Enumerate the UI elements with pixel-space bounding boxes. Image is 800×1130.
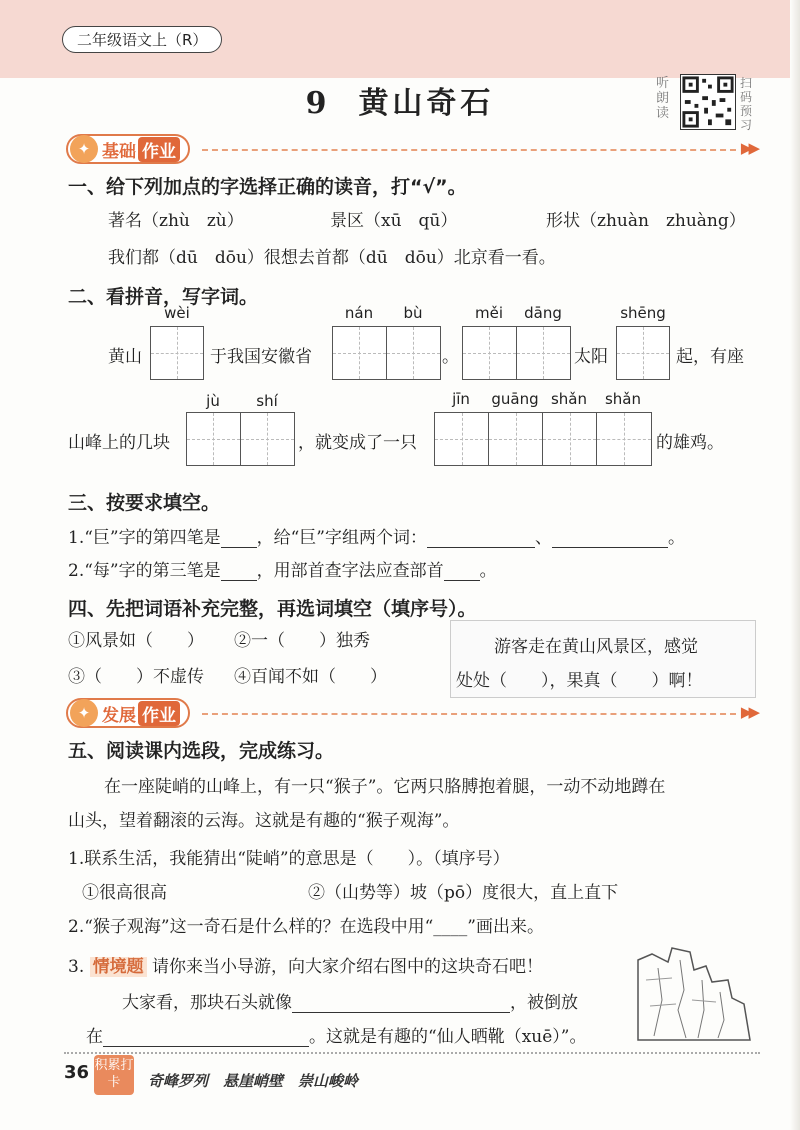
q3-item-2-end: 。 [479, 561, 497, 581]
section-basic-label: 基础 [102, 141, 136, 162]
q3-item-1 [68, 523, 685, 548]
q5-option-2: ②（山势等）坡（pō）度很大，直上直下 [308, 883, 619, 903]
q5-fill-2-pre: 在 [86, 1027, 103, 1047]
footer-vocab: 奇峰罗列 悬崖峭壁 崇山峻岭 [148, 1072, 359, 1090]
double-chevron-icon: ▶▶ [740, 703, 756, 721]
section-develop-pill [66, 698, 190, 728]
writing-grid-3[interactable] [462, 326, 571, 380]
section-basic [66, 134, 756, 164]
listen-label: 听朗读 [656, 76, 670, 121]
q2-text-jiubian: ，就变成了一只 [298, 433, 417, 453]
q1-item-2: 景区（xū qū） [330, 211, 458, 231]
pinyin-sheng: shēng [620, 304, 666, 322]
scenario-tag: 情境题 [90, 957, 147, 977]
q2-title: 二、看拼音，写字词。 [68, 286, 259, 308]
q4-sentence-line-1: 游客走在黄山风景区，感觉 [494, 637, 698, 657]
section-basic-pill [66, 134, 190, 164]
q3-blank-3[interactable] [552, 530, 668, 548]
pinyin-jin: jīn [452, 390, 470, 408]
writing-grid-5[interactable] [186, 412, 295, 466]
footer-badge: 积累打卡 [94, 1055, 134, 1095]
q4-word-4: ④百闻不如（ ） [234, 667, 387, 687]
pinyin-nan: nán [344, 304, 374, 322]
q3-item-2 [68, 556, 497, 581]
q3-title: 三、按要求填空。 [68, 492, 221, 514]
page-number: 36 [64, 1062, 90, 1083]
pinyin-guang: guāng [491, 390, 539, 408]
grade-tag: 二年级语文上（R） [62, 26, 222, 53]
q2-text-yu: 于我国安徽省 [210, 347, 312, 367]
pinyin-shi: shí [256, 392, 278, 410]
q5-fill-1-pre: 大家看，那块石头就像 [122, 993, 292, 1013]
section-basic-tag: 作业 [138, 137, 180, 162]
q3-item-1-pre: 1.“巨”字的第四笔是 [68, 528, 221, 548]
footer-divider [64, 1052, 760, 1054]
qr-code-icon[interactable] [680, 74, 736, 130]
q4-word-2: ②一（ ）独秀 [234, 631, 370, 651]
section-develop-tag: 作业 [138, 701, 180, 726]
lightbulb-icon: ✦ [70, 135, 98, 163]
q2-text-period: 。 [442, 347, 459, 367]
q4-word-1: ①风景如（ ） [68, 631, 204, 651]
q4-title: 四、先把词语补充完整，再选词填空（填序号）。 [68, 598, 477, 620]
q1-item-1: 著名（zhù zù） [108, 211, 244, 231]
q5-fill-line-1 [122, 988, 578, 1013]
pinyin-dang: dāng [524, 304, 562, 322]
scan-preview-label: 扫码预习 [740, 76, 753, 132]
q5-sub-3-num: 3. [68, 957, 85, 977]
pinyin-shan-2: shǎn [604, 390, 642, 408]
writing-grid-6[interactable] [434, 412, 652, 466]
q2-text-taiyang: 太阳 [574, 347, 608, 367]
q5-sub-3 [68, 952, 543, 977]
q5-fill-line-2 [86, 1022, 586, 1047]
pinyin-bu: bù [403, 304, 423, 322]
q5-fill-2-end: 。这就是有趣的“仙人晒靴（xuē）”。 [309, 1027, 587, 1047]
q5-paragraph-line-1: 在一座陡峭的山峰上，有一只“猴子”。它两只胳膊抱着腿，一动不动地蹲在 [104, 777, 666, 797]
lesson-title: 黄山奇石 [358, 86, 495, 121]
q2-text-qi: 起，有座 [676, 347, 744, 367]
q5-title: 五、阅读课内选段，完成练习。 [68, 740, 335, 762]
q3-blank-4[interactable] [221, 563, 257, 581]
writing-grid-2[interactable] [332, 326, 441, 380]
q3-blank-5[interactable] [444, 563, 480, 581]
section-develop-label: 发展 [102, 705, 136, 726]
q2-text-xiongji: 的雄鸡。 [656, 433, 724, 453]
q5-blank-2[interactable] [103, 1029, 309, 1047]
q3-blank-2[interactable] [427, 530, 535, 548]
writing-grid-4[interactable] [616, 326, 670, 380]
q1-title: 一、给下列加点的字选择正确的读音，打“√”。 [68, 176, 467, 198]
q1-item-4: 我们都（dū dōu）很想去首都（dū dōu）北京看一看。 [108, 248, 556, 268]
q5-sub-1: 1.联系生活，我能猜出“陡峭”的意思是（ ）。（填序号） [68, 849, 510, 869]
q3-item-2-pre: 2.“每”字的第三笔是 [68, 561, 221, 581]
writing-grid-1[interactable] [150, 326, 204, 380]
q5-blank-1[interactable] [292, 995, 510, 1013]
qr-block[interactable] [656, 74, 756, 134]
q5-sub-2: 2.“猴子观海”这一奇石是什么样的？在选段中用“____”画出来。 [68, 917, 544, 937]
q5-sub-3-text: 请你来当小导游，向大家介绍右图中的这块奇石吧！ [152, 957, 544, 977]
q5-option-1: ①很高很高 [82, 883, 167, 903]
section-divider [202, 713, 736, 715]
q5-paragraph-line-2: 山头，望着翻滚的云海。这就是有趣的“猴子观海”。 [68, 811, 460, 831]
q4-sentence-line-2: 处处（ ），果真（ ）啊！ [456, 671, 703, 691]
q3-item-1-sep: 、 [535, 528, 552, 548]
lightbulb-icon: ✦ [70, 699, 98, 727]
pinyin-ju: jù [206, 392, 220, 410]
q5-fill-1-end: ，被倒放 [510, 993, 578, 1013]
page-spine-shadow [790, 0, 800, 1130]
rock-sketch-image [632, 940, 756, 1050]
section-develop [66, 698, 756, 728]
q3-item-2-mid: ，用部首查字法应查部首 [256, 561, 444, 581]
pinyin-shan-1: shǎn [550, 390, 588, 408]
q3-item-1-end: 。 [668, 528, 685, 548]
pinyin-mei: měi [474, 304, 503, 322]
lesson-number: 9 [305, 86, 331, 121]
q3-blank-1[interactable] [221, 530, 257, 548]
q3-item-1-mid: ，给“巨”字组两个词： [256, 528, 427, 548]
q2-text-shanfeng: 山峰上的几块 [68, 433, 170, 453]
q1-item-3: 形状（zhuàn zhuàng） [546, 211, 746, 231]
q2-text-huangshan: 黄山 [108, 347, 142, 367]
q4-word-3: ③（ ）不虚传 [68, 667, 204, 687]
section-divider [202, 149, 736, 151]
double-chevron-icon: ▶▶ [740, 139, 756, 157]
pinyin-wei: wèi [164, 304, 190, 322]
